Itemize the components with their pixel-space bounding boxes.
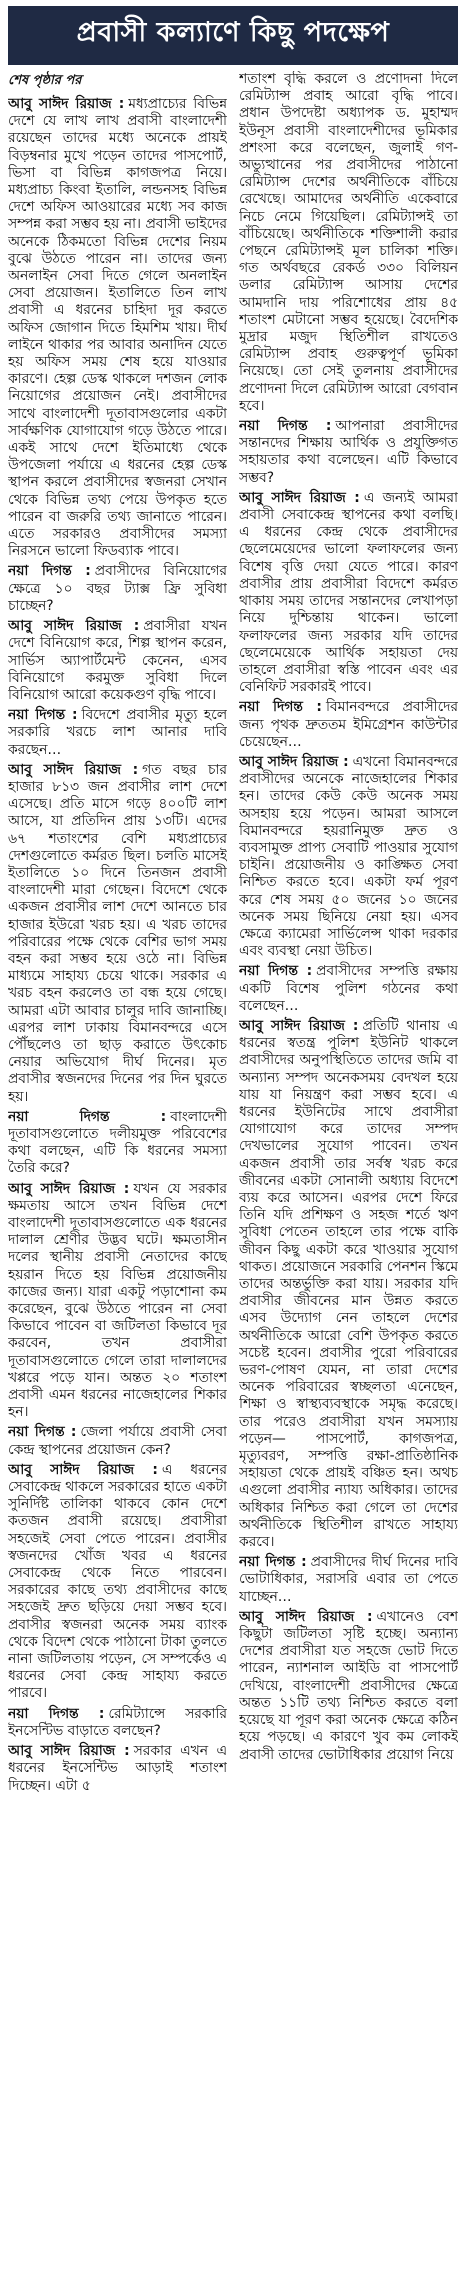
paragraph [239, 1554, 458, 1606]
speaker-label: আবু সাঈদ রিয়াজ : [239, 489, 360, 506]
paragraph [239, 418, 458, 487]
paragraph-text: যখন যে সরকার ক্ষমতায় আসে তখন বিভিন্ন দেশে বাংলাদেশী দূতাবাসগুলোতে এক ধরনের দালাল শ্রেণীর উদ্ভব ঘটে। ক্ষমতাসীন দলের স্থানীয় প্রবাসী নেতাদের কাছে হয়রান দিতে হয় বিভিন্ন প্রয়োজনীয় কাজের জন্য। যারা একটু পড়াশোনা কম করেছেন, বুঝে উঠতে পারেন না সেবা কিভাবে পাবেন বা জটিলতা কিভাবে দূর করবেন, তখন প্রবাসীরা দূতাবাসগুলোতে গেলে তারা দালালদের খপ্পরে পড়ে যান। অন্তত ২০ শতাংশ প্রবাসী এমন ধরনের নাজেহালের শিকার হন। [8, 1180, 227, 1421]
paragraph [239, 490, 458, 696]
paragraph-text: বিদেশে প্রবাসীর মৃত্যু হলে সরকারি খরচে লাশ আনার দাবি করছেন… [8, 707, 227, 758]
paragraph [239, 1018, 458, 1551]
paragraph-text: এখনো বিমানবন্দরে প্রবাসীদের অনেকে নাজেহালের শিকার হন। তাদের কেউ কেউ অনেক সময় অসহায় হয়ে পড়েন। আমরা আসলে বিমানবন্দরে হয়রানিমুক্ত দ্রুত ও ব্যবসামুক্ত প্রাপ্য সেবাটি পাওয়ার সুযোগ চাইনি। প্রয়োজনীয় ও কাঙ্ক্ষিত সেবা নিশ্চিত করতে হবে। একটা ফর্ম পূরণ করে শেষ সময় ৫০ জনের ১০ জনের অনেক সময় ছিনিয়ে নেয়া হয়। এসব ক্ষেত্রে ক্যামেরা সার্ভিলেন্স থাকা দরকার এবং ব্যবস্থা নেয়া উচিত। [239, 753, 458, 960]
paragraph [239, 963, 458, 1015]
paragraph [8, 762, 227, 1106]
speaker-label: নয়া দিগন্ত : [8, 1108, 167, 1125]
speaker-label: নয়া দিগন্ত : [239, 1554, 307, 1571]
speaker-label: আবু সাঈদ রিয়াজ : [8, 1461, 158, 1478]
paragraph [8, 563, 227, 615]
speaker-label: আবু সাঈদ রিয়াজ : [8, 618, 140, 635]
paragraph [239, 699, 458, 751]
headline: প্রবাসী কল্যাণে কিছু পদক্ষেপ [8, 6, 458, 65]
speaker-label: নয়া দিগন্ত : [8, 1705, 105, 1722]
paragraph-text: এ ধরনের সেবাকেন্দ্র থাকলে সরকারের হাতে একটা সুনির্দিষ্ট তালিকা থাকবে কোন দেশে কতজন প্রবাসী রয়েছে। প্রবাসীরা সহজেই সেবা পেতে পারেন। প্রবাসীর স্বজনদের খোঁজ খবর এ ধরনের সেবাকেন্দ্র থেকে নিতে পারবেন। সরকারের কাছে তথ্য প্রবাসীদের কাছে সহজেই দ্রুত ছড়িয়ে দেয়া সম্ভব হবে। প্রবাসীর স্বজনরা অনেক সময় ব্যাংক থেকে বিদেশ থেকে পাঠানো টাকা তুলতে নানা জটিলতায় পড়েন, সে সম্পর্কেও এ ধরনের সেবা কেন্দ্র সাহায্য করতে পারবে। [8, 1461, 227, 1702]
paragraph-text: প্রবাসীদের দীর্ঘ দিনের দাবি ভোটাধিকার, সরাসরি এবার তা পেতে যাচ্ছেন… [239, 1554, 458, 1605]
paragraph [239, 71, 458, 415]
kicker: শেষ পৃষ্ঠার পর [8, 73, 82, 88]
paragraph-text: প্রবাসীরা যখন দেশে বিনিয়োগ করে, শিল্প স্থাপন করেন, সার্ভিস অ্যাপার্টমেন্ট কেনেন, এসব বিনিয়োগে করমুক্ত সুবিধা দিলে বিনিয়োগ আরো কয়েকগুণ বৃদ্ধি পাবে। [8, 618, 227, 703]
right-column [239, 71, 458, 2286]
speaker-label: নয়া দিগন্ত : [8, 707, 78, 724]
speaker-label: নয়া দিগন্ত : [239, 699, 322, 716]
paragraph-text: জেলা পর্যায়ে প্রবাসী সেবা কেন্দ্র স্থাপনের প্রয়োজন কেন? [8, 1424, 227, 1458]
paragraph [8, 707, 227, 759]
speaker-label: আবু সাঈদ রিয়াজ : [8, 96, 125, 112]
paragraph-text: বিমানবন্দরে প্রবাসীদের জন্য পৃথক দ্রুততম ইমিগ্রেশন কাউন্টার চেয়েছেন… [239, 699, 458, 750]
paragraph-text: শতাংশ বৃদ্ধি করলে ও প্রণোদনা দিলে রেমিট্যান্স প্রবাহ আরো বৃদ্ধি পাবে। প্রধান উপদেষ্টা অধ্যাপক ড. মুহাম্মদ ইউনূস প্রবাসী বাংলাদেশীদের ভূমিকার প্রশংসা করে বলেছেন, জুলাই গণ-অভ্যুত্থানের পর প্রবাসীদের পাঠানো রেমিট্যান্স দেশের অর্থনীতিকে বাঁচিয়ে রেখেছে। আমাদের অর্থনীতি একেবারে নিচে নেমে গিয়েছিল। রেমিট্যান্সই তা বাঁচিয়েছে। অর্থনীতিকে শক্তিশালী করার পেছনে রেমিট্যান্সই মূল চালিকা শক্তি। গত অর্থবছরে রেকর্ড ৩৩০ বিলিয়ন ডলার রেমিট্যান্স আসায় দেশের আমদানি দায় পরিশোধের প্রায় ৪৫ শতাংশ মেটানো সম্ভব হয়েছে। বৈদেশিক মুদ্রার মজুদ স্থিতিশীল রাখতেও রেমিট্যান্স প্রবাহ গুরুত্বপূর্ণ ভূমিকা নিয়েছে। তো সেই তুলনায় প্রবাসীদের প্রণোদনা দিলে রেমিট্যান্স আরো বেগবান হবে। [239, 71, 458, 414]
speaker-label: আবু সাঈদ রিয়াজ : [239, 1017, 359, 1034]
speaker-label: আবু সাঈদ রিয়াজ : [8, 1180, 130, 1197]
paragraph [8, 1743, 227, 1795]
speaker-label: আবু সাঈদ রিয়াজ : [239, 753, 349, 770]
paragraph-text: প্রতিটি থানায় এ ধরনের স্বতন্ত্র পুলিশ ইউনিট থাকলে প্রবাসীদের অনুপস্থিতিতে তাদের জমি বা অন্যান্য সম্পদ অনেকসময় বেদখল হয়ে যায় যা নিয়ন্ত্রণ করা সম্ভব হবে। এ ধরনের ইউনিটের সাথে প্রবাসীরা যোগাযোগ করে তাদের সম্পদ দেখভালের সুযোগ পাবেন। তখন একজন প্রবাসী তার সর্বস্ব খরচ করে জীবনের একটা সোনালী অধ্যায় বিদেশে ব্যয় করে আসেন। এরপর দেশে ফিরে তিনি যদি প্রশিক্ষণ ও সহজ শর্তে ঋণ সুবিধা পেতেন তাহলে তার পক্ষে বাকি জীবন কিছু একটা করে খাওয়ার সুযোগ থাকত। প্রয়োজনে সরকারি পেনশন স্কিমে তাদের অন্তর্ভুক্তি করা যায়। সরকার যদি প্রবাসীর জীবনের মান উন্নত করতে এসব উদ্যোগ নেন তাহলে দেশের অর্থনীতিকে আরো বেশি উপকৃত করতে সচেষ্ট হবেন। প্রবাসীর পুরো পরিবারের ভরণ-পোষণ যেমন, না তারা দেশের অনেক পরিবারের স্বচ্ছলতা এনেছেন, শিক্ষা ও স্বাস্থ্যব্যবস্থাকে সমৃদ্ধ করেছে। তার পরেও প্রবাসীরা যখন সমস্যায় পড়েন— পাসপোর্ট, কাগজপত্র, মৃত্যুবরণ, সম্পত্তি রক্ষা-প্রাতিষ্ঠানিক সহায়তা থেকে প্রায়ই বঞ্চিত হন। অথচ এগুলো প্রবাসীর ন্যায্য অধিকার। তাদের অধিকার নিশ্চিত করা গেলে তা দেশের অর্থনীতিকে স্থিতিশীল রাখতে সাহায্য করবে। [239, 1017, 458, 1551]
paragraph-text: সরকার এখন এ ধরনের ইনসেন্টিভ আড়াই শতাংশ দিচ্ছেন। এটা ৫ [8, 1743, 227, 1794]
paragraph [8, 1424, 227, 1458]
paragraph-text: আপনারা প্রবাসীদের সন্তানদের শিক্ষায় আর্থিক ও প্রযুক্তিগত সহায়তার কথা বলেছেন। এটি কিভাবে সম্ভব? [239, 418, 458, 486]
paragraph [8, 96, 227, 560]
speaker-label: আবু সাঈদ রিয়াজ : [8, 1743, 130, 1760]
paragraph-text: প্রবাসীদের সম্পত্তি রক্ষায় একটি বিশেষ পুলিশ গঠনের কথা বলেছেন… [239, 963, 458, 1014]
paragraph [8, 1181, 227, 1422]
paragraph-text: এ জন্যই আমরা প্রবাসী সেবাকেন্দ্র স্থাপনের কথা বলছি। এ ধরনের কেন্দ্র থেকে প্রবাসীদের ছেলেমেয়েদের ভালো ফলাফলের জন্য বিশেষ বৃত্তি দেয়া যেতে পারে। কারণ প্রবাসীর প্রায় প্রবাসীরা বিদেশে কর্মরত থাকায় সময় তাদের সন্তানদের লেখাপড়া নিয়ে দুশ্চিন্তায় থাকেন। ভালো ফলাফলের জন্য সরকার যদি তাদের ছেলেমেয়েকে আর্থিক সহায়তা দেয় তাহলে প্রবাসীরা স্বস্তি পাবেন এবং এর বেনিফিট সরকারই পাবে। [239, 489, 458, 696]
speaker-label: নয়া দিগন্ত : [8, 563, 91, 580]
paragraph-text: গত বছর চার হাজার ৮১৩ জন প্রবাসীর লাশ দেশে এসেছে। প্রতি মাসে গড়ে ৪০০টি লাশ আসে, যা প্রতিদিন প্রায় ১৩টি। এদের ৬৭ শতাংশের বেশি মধ্যপ্রাচ্যের দেশগুলোতে কর্মরত ছিল। চলতি মাসেই ইতালিতে ১০ দিনে তিনজন প্রবাসী বাংলাদেশী মারা গেছেন। বিদেশে থেকে একজন প্রবাসীর লাশ দেশে আনতে চার হাজার ইউরো খরচ হয়। এ খরচ তাদের পরিবারের পক্ষে থেকে বেশির ভাগ সময় বহন করা সম্ভব হয়ে ওঠে না। বিভিন্ন মাধ্যমে সাহায্য চেয়ে থাকে। সরকার এ খরচ বহন করলেও তা বন্ধ হয়ে গেছে। আমরা এটা আবার চালুর দাবি জানাচ্ছি। এরপর লাশ ঢাকায় বিমানবন্দরে এসে পৌঁছলেও তা ছাড় করাতে উৎকোচ নেয়ার অভিযোগ দীর্ঘ দিনের। মৃত প্রবাসীর স্বজনদের দিনের পর দিন ঘুরতে হয়। [8, 761, 227, 1105]
paragraph-text: প্রবাসীদের বিনিয়োগের ক্ষেত্রে ১০ বছর ট্যাক্স ফ্রি সুবিধা চাচ্ছেন? [8, 563, 227, 614]
paragraph [8, 1706, 227, 1740]
speaker-label: নয়া দিগন্ত : [239, 963, 313, 980]
paragraph [239, 754, 458, 960]
paragraph-text: এখানেও বেশ কিছুটা জটিলতা সৃষ্টি হচ্ছে। অন্যান্য দেশের প্রবাসীরা যত সহজে ভোট দিতে পারেন, ন্যাশনাল আইডি বা পাসপোর্ট দেখিয়ে, বাংলাদেশী প্রবাসীদের ক্ষেত্রে অন্তত ১১টি তথ্য নিশ্চিত করতে বলা হয়েছে যা পূরণ করা অনেক ক্ষেত্রে কঠিন হয়ে পড়ছে। এ কারণে খুব কম লোকই প্রবাসী তাদের ভোটাধিকার প্রয়োগ নিয়ে [239, 1608, 458, 1763]
paragraph-text: মধ্যপ্রাচ্যের বিভিন্ন দেশে যে লাখ লাখ প্রবাসী বাংলাদেশী রয়েছেন তাদের মধ্যে অনেকে প্রায়ই বিড়ম্বনার মুখে পড়েন তাদের পাসপোর্ট, ভিসা বা বিভিন্ন কাগজপত্র নিয়ে। মধ্যপ্রাচ্য কিংবা ইতালি, লন্ডনসহ বিভিন্ন দেশে অফিস আওয়ারের মধ্যে সব কাজ সম্পন্ন করা সম্ভব হয় না। প্রবাসী ভাইদের অনেকে ঠিকমতো বিভিন্ন দেশের নিয়ম বুঝে উঠতে পারেন না। তাদের জন্য অনলাইন সেবা দিতে গেলে অনলাইন সেবা প্রয়োজন। ইতালিতে তিন লাখ প্রবাসী এ ধরনের চাহিদা দূর করতে অফিস জোগান দিতে হিমশিম খায়। দীর্ঘ লাইনে থাকার পর আবার অনাদিন যেতে হয় অফিস সময় শেষ হয়ে যাওয়ার কারণে। হেল্প ডেস্ক থাকলে দশজন লোক নিয়োগের প্রয়োজন নেই। প্রবাসীদের সাথে বাংলাদেশী দূতাবাসগুলোর একটা সার্বক্ষণিক যোগাযোগ গড়ে উঠতে পারে। একই সাথে দেশে ইতিমাধ্যে থেকে উপজেলা পর্যায়ে এ ধরনের হেল্প ডেস্ক স্থাপন করলে প্রবাসীদের স্বজনরা সেখান থেকে বিভিন্ন তথ্য পেয়ে উপকৃত হতে পারেন বা জরুরি তথ্য জানাতে পারেন। এতে সরকারও প্রবাসীদের সমস্যা নিরসনে ভালো ফিডব্যাক পাবে। [8, 96, 227, 560]
article-columns [8, 71, 458, 2286]
paragraph [239, 1609, 458, 1764]
speaker-label: আবু সাঈদ রিয়াজ : [239, 1608, 373, 1625]
left-column [8, 71, 227, 2286]
speaker-label: নয়া দিগন্ত : [8, 1424, 77, 1441]
speaker-label: নয়া দিগন্ত : [239, 418, 332, 435]
paragraph [8, 1462, 227, 1703]
paragraph [8, 618, 227, 704]
paragraph-text: বাংলাদেশী দূতাবাসগুলোতে দলীয়মুক্ত পরিবেশের কথা বলছেন, এটি কি ধরনের সমস্যা তৈরি করে? [8, 1108, 227, 1177]
speaker-label: আবু সাঈদ রিয়াজ : [8, 761, 139, 778]
paragraph-text: রেমিট্যান্সে সরকারি ইনসেন্টিভ বাড়াতে বলছেন? [8, 1705, 227, 1739]
paragraph [8, 1109, 227, 1178]
